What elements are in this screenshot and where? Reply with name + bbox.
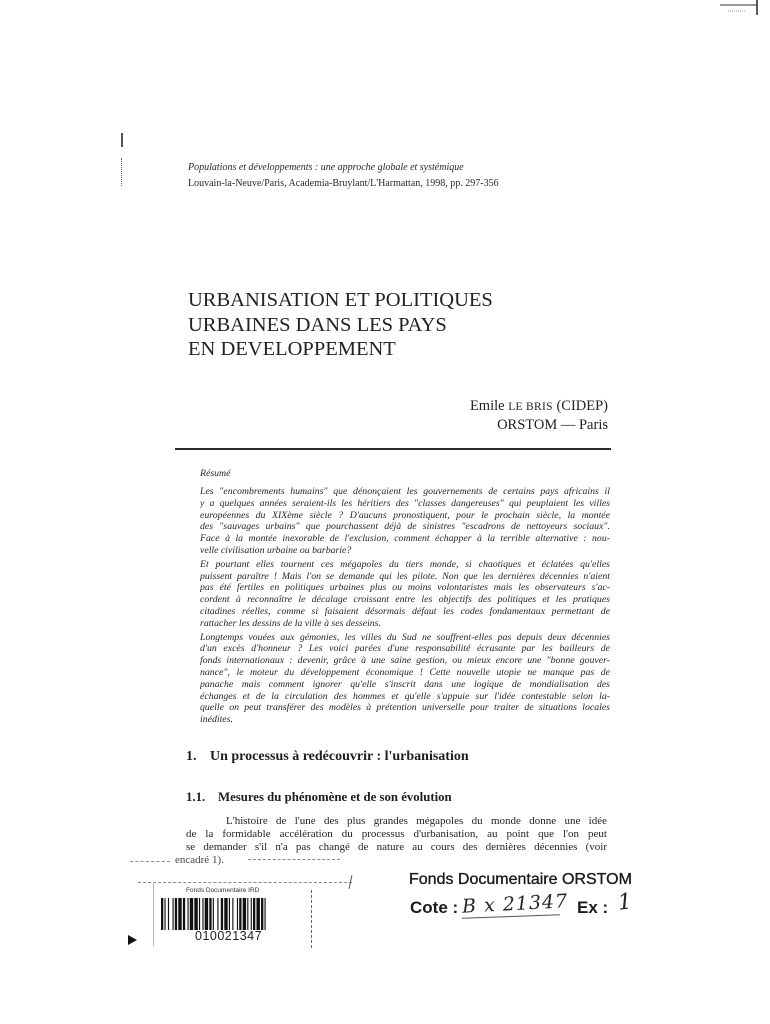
abstract-line: velle civilisation urbaine ou barbarie? [200,544,352,556]
abstract-line: Face à la montée inexorable de l'exclusion, comment échapper à la terrible alternative : nou- [200,533,610,545]
section-title: Un processus à redécouvrir : l'urbanisation [210,749,469,764]
subsection-number: 1.1. [186,790,206,804]
arrow-mark-icon [128,935,137,945]
header-divider [175,448,611,450]
barcode-bar [213,898,214,930]
title-line: EN DEVELOPPEMENT [188,338,396,360]
abstract-line: Longtemps vouées aux gémonies, les villes du Sud ne souffrent-elles pas depuis deux décennies [200,631,610,643]
barcode-frame-edge [311,890,312,948]
author-first-name: Emile [469,398,505,414]
abstract-line: puissent paraître ! Mais l'on se demande qui les pilote. Non que les dernières décennies n'aient [200,570,610,582]
abstract-line: panache mais comment ignorer qu'elle s'inscrit dans une logique de mondialisation des [200,678,610,690]
abstract-line: d'un excès d'honneur ? Les voici parées d'une responsabilité écrasante par les bailleurs de [200,643,610,655]
barcode-bar [187,898,188,930]
body-line: se demander s'il n'a pas changé de nature au cours des dernières décennies (voir [186,841,607,853]
barcode-bar [265,898,266,930]
subsection-heading [186,789,452,805]
barcode-bar [175,898,177,930]
barcode-bar [237,898,238,930]
barcode-bar [247,898,248,930]
barcode-bar [239,898,241,930]
abstract-line: des "sauvages urbains" que pourchassent déjà de sinistres "escadrons de nettoyeurs sociaux". [200,521,610,533]
author-institution: ORSTOM — Paris [497,417,608,433]
author-last-name: LE BRIS [508,401,553,413]
corner-scan-mark [716,0,762,18]
scan-dash [248,859,340,860]
barcode-bar [243,898,246,930]
barcode-bar [251,898,252,930]
barcode-bar [217,898,218,930]
abstract-line: pas été fertiles en politiques urbaines plus ou moins volontaristes mais les observateurs s'ac- [200,582,610,594]
barcode-bar [229,898,230,930]
abstract-line: européennes du XIXème siècle ? D'aucuns pronostiquent, pour le prochain siècle, la montée [200,509,610,521]
barcode-bar [161,898,163,930]
abstract-line: rattacher les dessins de la ville à ses desseins. [200,617,381,629]
barcode-bar [261,898,263,930]
abstract-line: nance", le moteur du développement économique ! Cette nouvelle utopie ne manque pas de [200,666,610,678]
abstract-line: citadines réelles, comme si faisaient désormais défaut les codes fondamentaux permettant de [200,605,610,617]
barcode-bar [194,898,197,930]
margin-scan-dots [121,158,122,186]
abstract-line: Et pourtant elles tournent ces mégapoles du tiers monde, si chaotiques et éclatées qu'elles [200,558,610,570]
stamp-ex-label: Ex : [577,898,609,917]
abstract-paragraph [200,486,610,557]
author-name [470,397,608,416]
citation-source: Louvain-la-Neuve/Paris, Academia-Bruylant/L'Harmattan, 1998, pp. 297-356 [188,178,499,189]
section-heading [186,748,469,766]
stamp-fund-name: Fonds Documentaire ORSTOM [409,871,632,888]
abstract-paragraph [200,632,610,726]
barcode-bar [221,898,223,930]
subsection-title: Mesures du phénomène et de son évolution [218,790,452,804]
abstract-line: fonds internationaux : devenir, grâce à une saine gestion, ou mieux encore une "bonne gouver- [200,655,610,667]
barcode-bar [232,898,233,930]
body-line: encadré 1). [175,854,224,866]
abstract-line: quelle on peut transférer des modèles à prétention universelle pour traiter de situations locales [200,702,610,714]
barcode-bar [164,898,165,930]
abstract-line: y a quelques années seraient-ils les héritiers des "classes dangereuses" qui peuplaient les villes [200,497,610,509]
body-line: de la formidable accélération du processus d'urbanisation, au point que l'on peut [186,828,607,840]
barcode-bar [190,898,193,930]
abstract-line: inédites. [200,714,233,726]
section-number: 1. [186,749,197,764]
barcode-bar [209,898,211,930]
barcode-bar [173,898,174,930]
barcode-bar [199,898,200,930]
citation-header [188,160,499,192]
barcode-bar [205,898,208,930]
stamp-cote-handwritten: B x 21347 [461,890,569,918]
abstract-line: cordent à reconnaître le décalage croissant entre les objectifs des politiques et les pratiques [200,594,610,606]
barcode-bar [202,898,203,930]
barcode-bar [183,898,185,930]
abstract-line: Les "encombrements humains" que dénonçaient les gouvernements de certains pays africains il [200,485,610,497]
citation-title: Populations et développements : une approche globale et systémique [188,162,464,173]
barcode-bar [253,898,255,930]
barcode-bars [160,898,300,930]
scan-dash [130,861,170,862]
barcode-bar [168,898,169,930]
barcode-bar [178,898,181,930]
stamp-cote-label: Cote : [410,898,459,917]
barcode-number: 010021347 [195,929,263,943]
margin-scan-mark [121,133,123,147]
abstract [200,468,610,728]
abstract-heading: Résumé [200,468,231,479]
abstract-paragraph [200,559,610,630]
stamp-ex-handwritten: 1 [616,889,634,916]
body-line: L'histoire de l'une des plus grandes mégapoles du monde donne une idée [226,815,607,827]
barcode-bar [256,898,259,930]
title-line: URBAINES DANS LES PAYS [188,313,447,336]
article-title [188,288,493,362]
author-affiliation: (CIDEP) [556,398,608,414]
title-line: URBANISATION ET POLITIQUES [188,289,493,311]
barcode-bar [224,898,227,930]
barcode-label: Fonds Documentaire IRD [186,887,260,894]
author-block [470,397,608,434]
abstract-line: échanges et de la circulation des hommes et qu'elle s'appuie sur l'idée contestable selon la- [200,690,610,702]
